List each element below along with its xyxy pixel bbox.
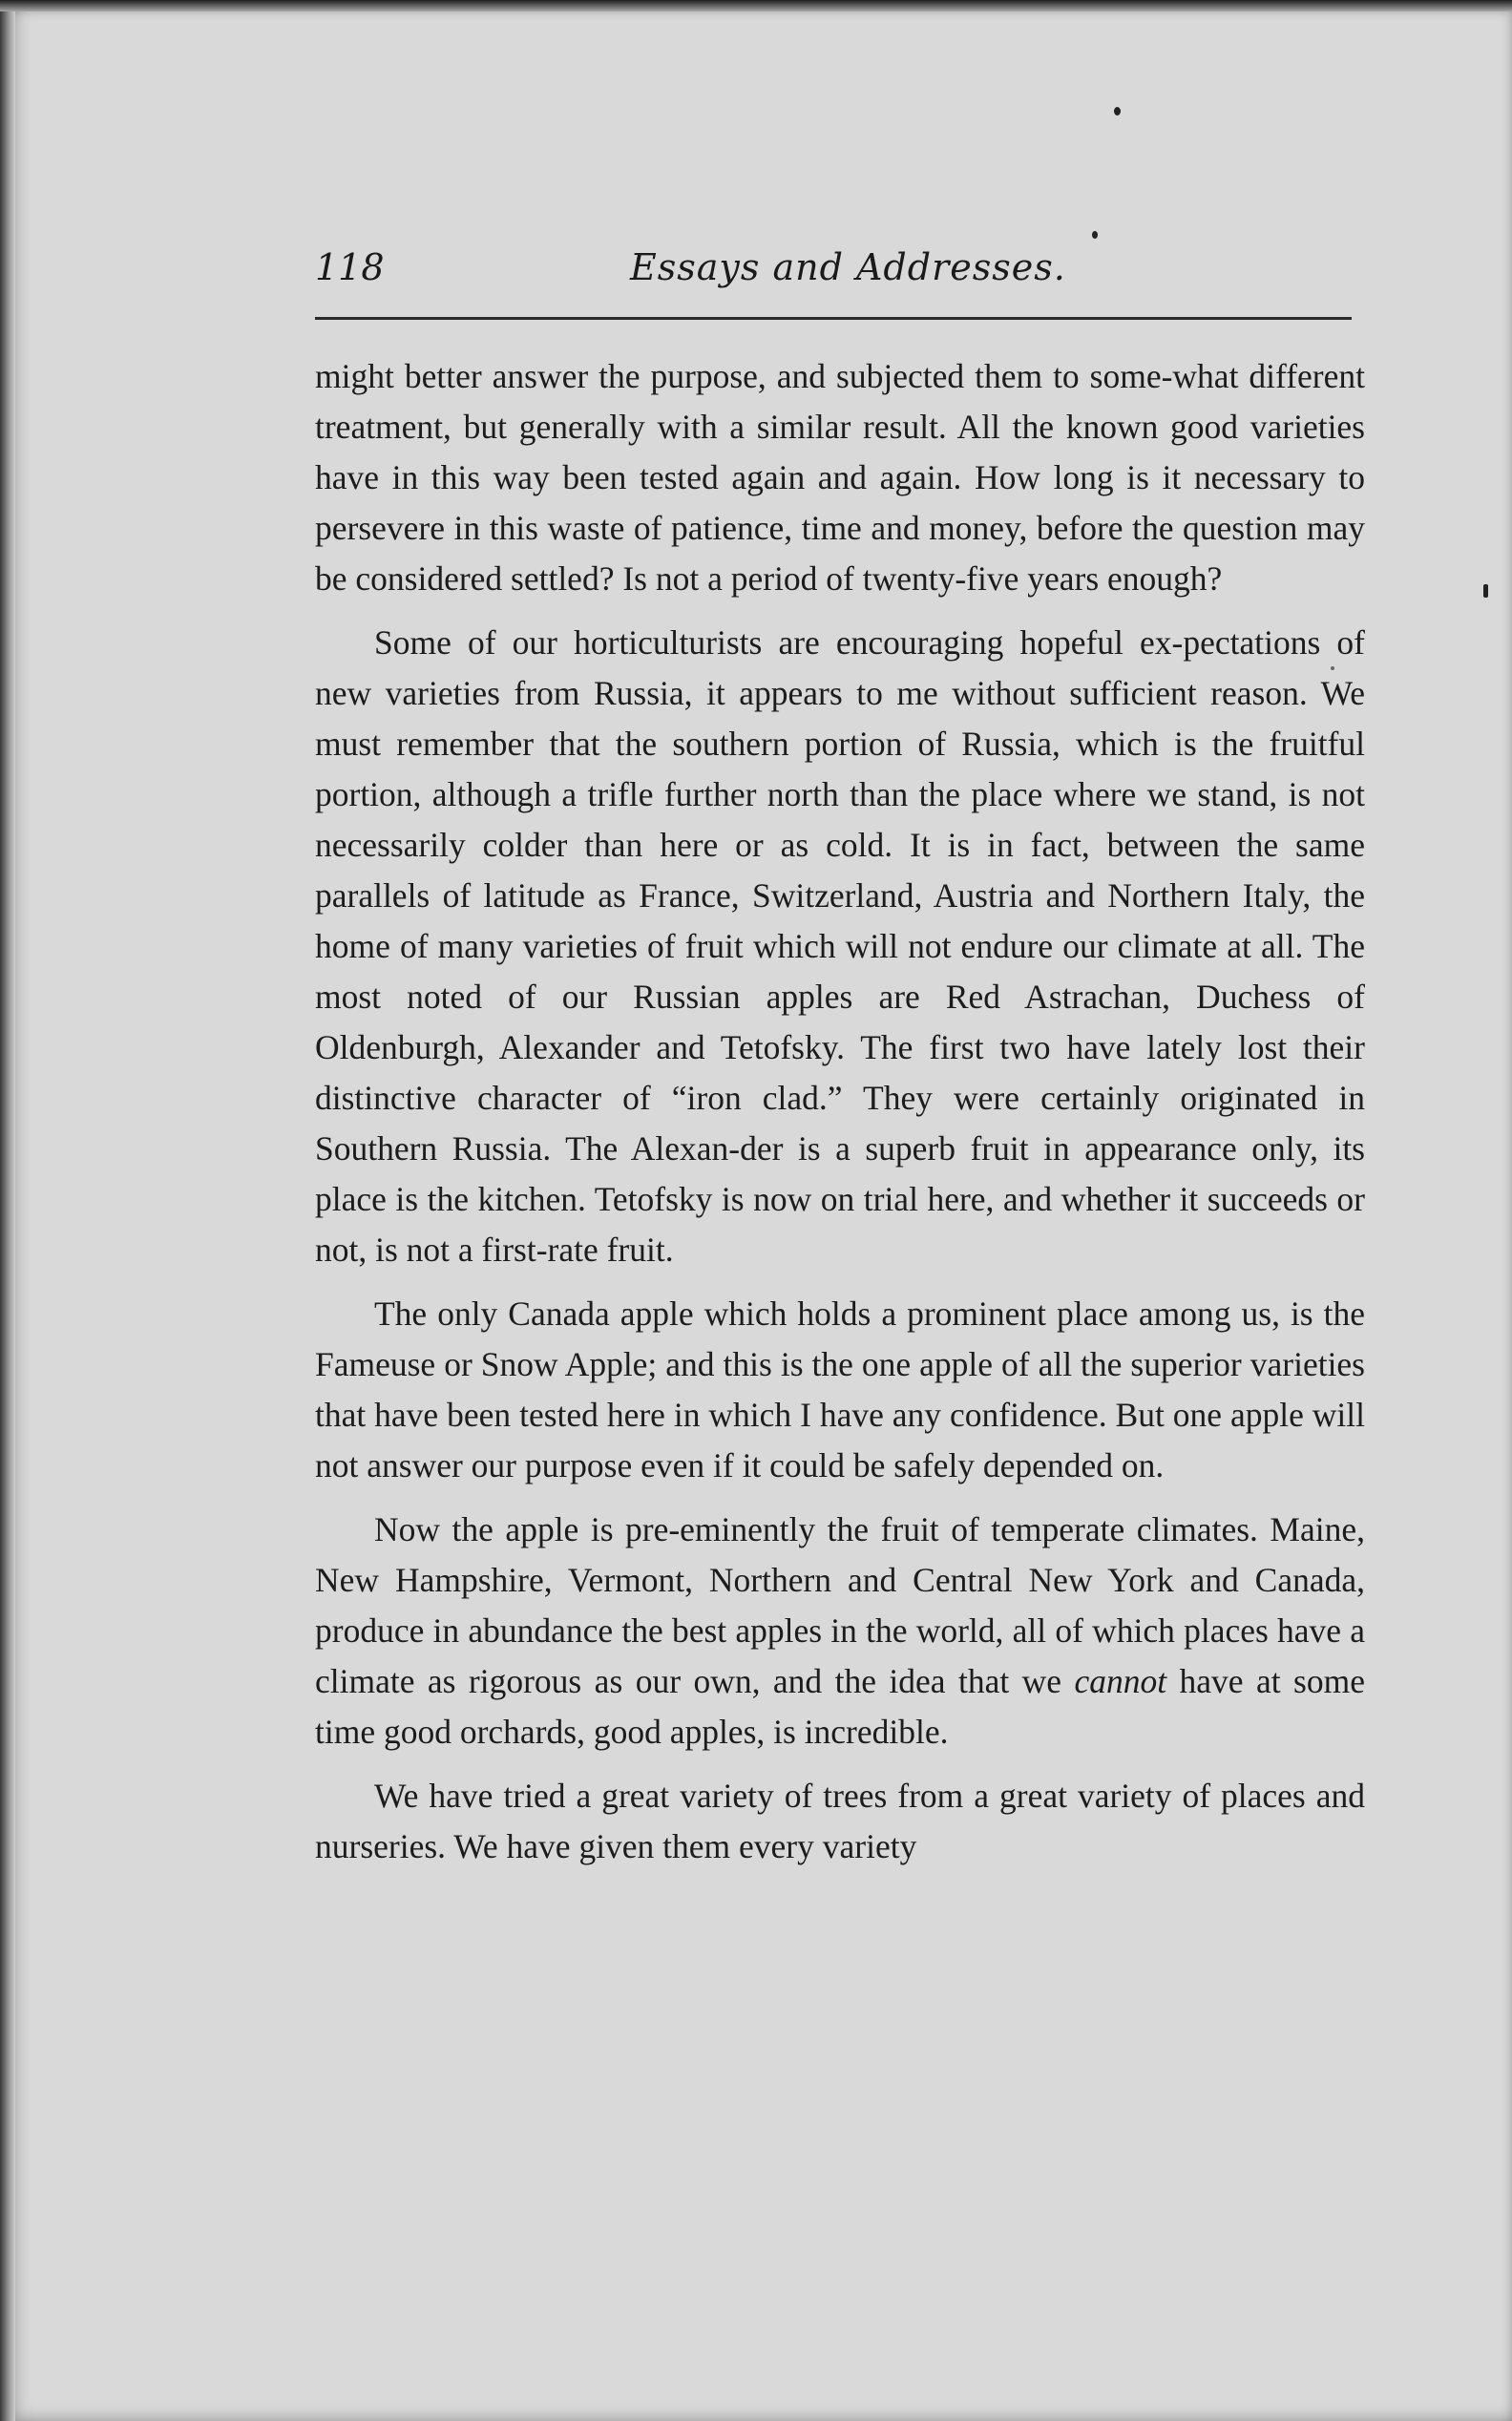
paragraph-4 bbox=[315, 1505, 1365, 1758]
running-head bbox=[315, 246, 1355, 304]
ink-speck bbox=[1483, 584, 1488, 598]
ink-speck bbox=[1331, 666, 1334, 670]
paragraph-5: We have tried a great variety of trees from a great variety of places and nurseries. We have given them every variety bbox=[315, 1777, 1365, 1865]
page-binding-edge bbox=[0, 0, 15, 2421]
body-text bbox=[315, 351, 1365, 1885]
paragraph-3: The only Canada apple which holds a prominent place among us, is the Fameuse or Snow Apple; and this is the one apple of all the superior varieties that have been tested here in which I have any confidence. But one apple will not answer our purpose even if it could be safely depended on. bbox=[315, 1295, 1365, 1484]
paragraph-4-end: have at some time good orchards, good apples, is incredible. bbox=[315, 1662, 1365, 1751]
ink-speck bbox=[1092, 231, 1098, 239]
page-top-edge bbox=[0, 0, 1512, 11]
ink-speck bbox=[1114, 107, 1121, 116]
paragraph-2: Some of our horticulturists are encouraging hopeful ex-pectations of new varieties from Russia, it appears to me without sufficient reason. We must remember that the southern portion of Russia, which is the fruitful portion, although a trifle further north than the place where we stand, is not necessarily colder than here or as cold. It is in fact, between the same parallels of latitude as France, Switzerland, Austria and Northern Italy, the home of many varieties of fruit which will not endure our climate at all. The most noted of our Russian apples are Red Astrachan, Duchess of Oldenburgh, Alexander and Tetofsky. The first two have lately lost their distinctive character of “iron clad.” They were certainly originated in Southern Russia. The Alexan-der is a superb fruit in appearance only, its place is the kitchen. Tetofsky is now on trial here, and whether it succeeds or not, is not a first-rate fruit. bbox=[315, 623, 1365, 1269]
page-number: 118 bbox=[315, 246, 385, 288]
paragraph-4-emphasis: cannot bbox=[1074, 1662, 1167, 1700]
book-title: Essays and Addresses. bbox=[630, 246, 1066, 288]
paragraph-1: might better answer the purpose, and subjected them to some-what different treatment, but generally with a similar result. All the known good varieties have in this way been tested again and again. How long is it necessary to persevere in this waste of patience, time and money, before the question may be considered settled? Is not a period of twenty-five years enough? bbox=[315, 357, 1365, 598]
header-rule bbox=[315, 317, 1352, 320]
paragraph-4-start: Now the apple is pre-eminently the fruit of temperate climates. Maine, New Hampshire, Vermont, Northern and Central New York and Canada, produce in abundance the best apples in the world, all of which places have a climate as rigorous as our own, and the idea that we bbox=[315, 1510, 1365, 1700]
